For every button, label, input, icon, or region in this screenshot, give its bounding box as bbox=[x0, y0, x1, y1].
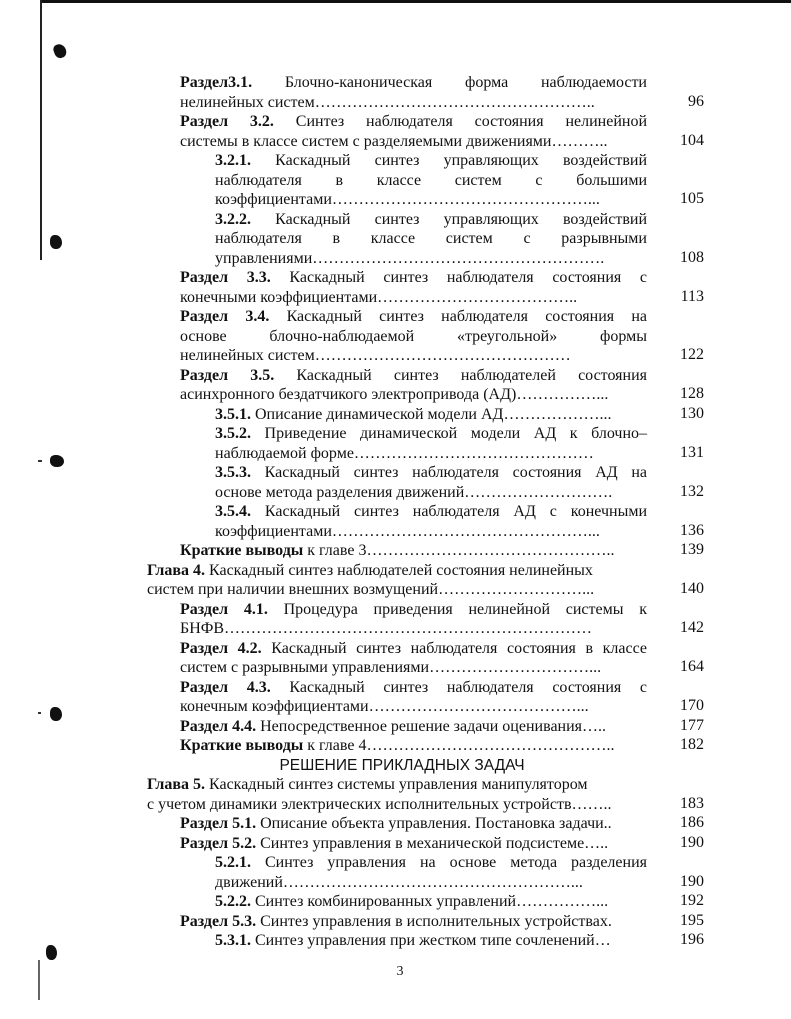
toc-entry bbox=[180, 678, 647, 717]
page-number: 3 bbox=[396, 964, 404, 979]
toc-entry-label: Раздел 3.5. bbox=[180, 366, 275, 384]
toc-entry-label: Раздел 4.4. bbox=[180, 717, 257, 735]
toc-entry-label: 3.5.3. bbox=[215, 464, 251, 481]
toc-entry bbox=[180, 639, 647, 678]
toc-entry-label: 5.3.1. bbox=[215, 932, 251, 949]
toc-entry bbox=[180, 366, 647, 405]
toc-entry bbox=[215, 463, 647, 502]
toc-page-number: 183 bbox=[680, 794, 704, 812]
toc-entry bbox=[215, 892, 647, 912]
toc-entry-text: основе метода разделения движений………………………. bbox=[215, 483, 613, 501]
toc-entry-text: Приведение динамической модели АД к блочно– bbox=[264, 425, 648, 442]
toc-entry-text: наблюдателя в классе систем с большими bbox=[215, 171, 647, 189]
toc-entry-label: Краткие выводы bbox=[180, 737, 304, 754]
toc-page-number: 196 bbox=[680, 931, 704, 948]
toc-entry-text: Каскадный синтез управляющих воздействий bbox=[275, 210, 648, 228]
toc-entry-text: Каскадный синтез наблюдателя состояния в классе bbox=[271, 639, 648, 657]
toc-entry bbox=[215, 502, 647, 541]
toc-entry-label: Раздел3.1. bbox=[180, 74, 253, 91]
toc-entry-label: Раздел 3.2. bbox=[180, 113, 274, 130]
toc-entry-text: Описание объекта управления. Постановка задачи.. bbox=[260, 815, 612, 832]
toc-page-number: 128 bbox=[680, 385, 704, 402]
toc-entry-text: Непосредственное решение задачи оценивания….. bbox=[260, 717, 607, 735]
toc-entry-text: с учетом динамики электрических исполнительных устройств…….. bbox=[147, 795, 612, 813]
toc-entry-text: БНФВ…………………………………………………………… bbox=[180, 620, 593, 637]
toc-entry-label: 3.2.1. bbox=[215, 152, 251, 169]
toc-entry bbox=[180, 736, 647, 756]
toc-page-number: 195 bbox=[680, 911, 704, 929]
toc-page-number: 177 bbox=[680, 716, 704, 734]
toc-entry-text: Синтез управления при жестком типе сочленений… bbox=[255, 932, 611, 949]
toc-entry-text: Каскадный синтез наблюдателя состояния АД на bbox=[264, 464, 648, 481]
toc-page-number: 131 bbox=[680, 443, 704, 461]
toc-page-number: 96 bbox=[688, 92, 704, 110]
toc-entry-text: нелинейных систем………………………………………… bbox=[180, 347, 571, 364]
toc-entry bbox=[180, 834, 647, 854]
toc-page-number: 182 bbox=[680, 736, 704, 753]
toc-entry bbox=[180, 268, 647, 307]
toc-entry-label: Раздел 4.2. bbox=[180, 639, 262, 657]
toc-entry bbox=[180, 112, 647, 151]
toc-page-number: 164 bbox=[680, 658, 704, 675]
toc-page-number: 108 bbox=[680, 248, 704, 266]
toc-page-number: 113 bbox=[680, 287, 704, 305]
toc-page-number: 192 bbox=[680, 892, 704, 909]
scan-speck bbox=[38, 960, 40, 1000]
toc-entry-label: 3.5.1. bbox=[215, 405, 251, 423]
toc-entry-text: наблюдаемой форме……………………………………… bbox=[215, 444, 594, 462]
toc-entry bbox=[180, 814, 647, 834]
toc-entry-text: нелинейных систем…………………………………………….. bbox=[180, 93, 595, 111]
toc-entry-text: системы в классе систем с разделяемыми движениями……….. bbox=[180, 132, 608, 150]
toc-entry bbox=[215, 424, 647, 463]
toc-entry-text: асинхронного бездатчикого электропривода (АД)……………... bbox=[180, 386, 609, 403]
toc-page-number: 170 bbox=[680, 697, 704, 714]
toc-entry-text: наблюдателя в классе систем с разрывными bbox=[215, 230, 647, 247]
toc-page-number: 190 bbox=[680, 872, 704, 890]
toc-entry-text: Каскадный синтез управляющих воздействий bbox=[275, 152, 648, 169]
toc-entry-text: к главе 3……………………………………….. bbox=[307, 542, 615, 559]
toc-page-number: 190 bbox=[680, 833, 704, 851]
toc-entry-text: Синтез управления в исполнительных устройствах. bbox=[260, 912, 612, 930]
scan-edge-left bbox=[40, 0, 42, 260]
toc-entry-label: 3.5.2. bbox=[215, 425, 251, 442]
toc-entry-label: 5.2.1. bbox=[215, 854, 251, 871]
toc-page-number: 140 bbox=[680, 580, 704, 597]
toc-entry bbox=[180, 73, 647, 112]
scan-speck bbox=[38, 460, 42, 462]
toc-entry-label: Глава 4. bbox=[147, 561, 205, 579]
toc-page-number: 122 bbox=[680, 346, 704, 363]
toc-page-number: 104 bbox=[680, 131, 704, 149]
toc-entry-text: Каскадный синтез наблюдателя состояния с bbox=[289, 269, 647, 286]
toc-page-number: 132 bbox=[680, 482, 704, 500]
toc-page-number: 139 bbox=[680, 541, 704, 558]
toc-entry bbox=[215, 853, 647, 892]
toc-entry bbox=[147, 775, 647, 814]
toc-page-number: 130 bbox=[680, 404, 704, 422]
punch-hole-mark bbox=[46, 945, 57, 960]
toc-entry-text: движений………………………………………………... bbox=[215, 873, 583, 891]
toc-entry-label: Раздел 5.3. bbox=[180, 912, 257, 930]
toc-entry-text: систем при наличии внешних возмущений………………………... bbox=[147, 581, 595, 598]
toc-entry-text: основе блочно-наблюдаемой «треугольной» формы bbox=[180, 327, 647, 345]
toc-page-number: 186 bbox=[680, 814, 704, 831]
toc-entry-label: Раздел 4.3. bbox=[180, 678, 271, 696]
toc-entry-label: Краткие выводы bbox=[180, 542, 304, 559]
toc-entry-text: Процедура приведения нелинейной системы к bbox=[283, 600, 648, 618]
toc-entry-label: Раздел 3.3. bbox=[180, 269, 271, 286]
toc-entry bbox=[180, 600, 647, 639]
toc-entry-text: Синтез управления в механической подсистеме….. bbox=[260, 834, 609, 852]
scan-edge-top bbox=[40, 0, 791, 3]
punch-hole-mark bbox=[50, 235, 62, 249]
toc-page-number: 136 bbox=[680, 521, 704, 539]
toc-entry-text: управлениями………………………………………………. bbox=[215, 249, 605, 267]
punch-hole-mark bbox=[50, 707, 62, 721]
toc-entry-text: Описание динамической модели АД………………... bbox=[255, 405, 612, 423]
part-heading: РЕШЕНИЕ ПРИКЛАДНЫХ ЗАДАЧ bbox=[279, 756, 525, 774]
toc-entry-label: Раздел 5.1. bbox=[180, 815, 257, 832]
toc-entry bbox=[215, 151, 647, 210]
toc-entry-text: конечными коэффициентами……………………………….. bbox=[180, 288, 578, 306]
toc-entry-text: систем с разрывными управлениями…………………………... bbox=[180, 659, 602, 676]
toc-entry bbox=[180, 307, 647, 366]
toc-entry-text: Каскадный синтез наблюдателей состояния bbox=[296, 366, 648, 384]
toc-entry-label: Глава 5. bbox=[147, 776, 205, 793]
toc-entry-text: Каскадный синтез наблюдателя АД с конечными bbox=[264, 503, 647, 520]
toc-entry-text: к главе 4……………………………………….. bbox=[307, 737, 615, 754]
toc-entry-text: Синтез комбинированных управлений……………... bbox=[255, 893, 609, 910]
toc-entry-text: коэффициентами…………………………………………... bbox=[215, 191, 600, 208]
toc-entry bbox=[215, 405, 647, 425]
toc-page-number: 105 bbox=[680, 190, 704, 207]
toc-entry-label: 5.2.2. bbox=[215, 893, 251, 910]
scan-speck bbox=[38, 712, 41, 714]
toc-page-number: 142 bbox=[680, 619, 704, 636]
toc-entry-text: Каскадный синтез системы управления манипулятором bbox=[209, 776, 588, 793]
toc-entry-text: Блочно-каноническая форма наблюдаемости bbox=[284, 74, 647, 91]
toc-entry-text: Каскадный синтез наблюдателей состояния нелинейных bbox=[209, 561, 593, 579]
toc-entry bbox=[180, 717, 647, 737]
toc-entry bbox=[180, 541, 647, 561]
toc-entry-text: коэффициентами…………………………………………... bbox=[215, 522, 600, 540]
toc-entry-label: Раздел 5.2. bbox=[180, 834, 257, 852]
toc-entry-label: Раздел 4.1. bbox=[180, 600, 268, 618]
punch-hole-mark bbox=[52, 42, 68, 59]
toc-entry-text: Каскадный синтез наблюдателя состояния на bbox=[286, 308, 648, 325]
toc-entry-label: 3.5.4. bbox=[215, 503, 251, 520]
toc-entry bbox=[215, 210, 647, 269]
toc-entry-text: конечным коэффициентами…………………………………... bbox=[180, 698, 589, 715]
toc-entry-label: Раздел 3.4. bbox=[180, 308, 270, 325]
toc-entry bbox=[215, 931, 647, 951]
toc-entry-text: Синтез управления на основе метода разделения bbox=[265, 854, 647, 871]
toc-entry-label: 3.2.2. bbox=[215, 210, 251, 228]
toc-entry bbox=[180, 912, 647, 932]
toc-entry-text: Синтез наблюдателя состояния нелинейной bbox=[295, 113, 647, 130]
toc-entry-text: Каскадный синтез наблюдателя состояния с bbox=[289, 678, 647, 696]
toc-entry bbox=[147, 561, 647, 600]
punch-hole-mark bbox=[50, 455, 64, 467]
